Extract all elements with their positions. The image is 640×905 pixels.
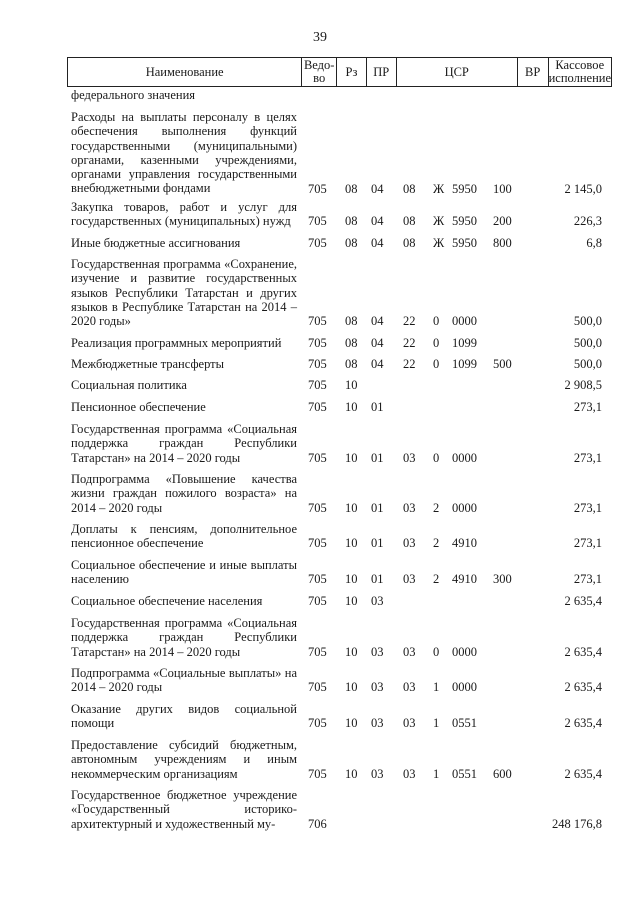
- code-ved: 705: [308, 336, 327, 350]
- code-rz: 10: [345, 536, 358, 551]
- header-ved-line2: во: [313, 71, 326, 85]
- code-rz: 10: [345, 766, 358, 781]
- code-rz: 10: [345, 400, 358, 414]
- code-ved: 705: [308, 594, 327, 608]
- code-rz: 10: [345, 594, 358, 608]
- code-vr: 800: [493, 236, 512, 250]
- code-vr: 500: [493, 357, 512, 371]
- code-rz: 08: [345, 236, 358, 250]
- row-name: Доплаты к пенсиям, дополнительное пенсионное обеспечение: [71, 522, 297, 551]
- code-csr-subprogram: 0: [433, 314, 440, 329]
- code-pr: 01: [371, 400, 384, 414]
- code-ved: 705: [308, 181, 327, 196]
- amount-value: 2 635,4: [564, 716, 602, 731]
- row-name: Государственная программа «Сохранение, изучение и развитие государственных языков Республики Татарстан и других языков в Республике Татарстан на 2014 – 2020 годы»: [71, 257, 297, 329]
- amount-value: 273,1: [573, 500, 602, 515]
- code-csr-program: 03: [403, 680, 416, 695]
- code-vr: 200: [493, 214, 512, 229]
- code-csr-program: 22: [403, 336, 416, 350]
- code-pr: 04: [371, 236, 384, 250]
- code-csr-subprogram: Ж: [433, 214, 445, 229]
- code-csr-subprogram: 1: [433, 680, 440, 695]
- amount-value: 2 145,0: [564, 181, 602, 196]
- code-ved: 705: [308, 400, 327, 414]
- code-ved: 705: [308, 357, 327, 371]
- code-rz: 10: [345, 572, 358, 587]
- code-ved: 705: [308, 450, 327, 465]
- code-rz: 08: [345, 214, 358, 229]
- code-csr-subprogram: 0: [433, 450, 440, 465]
- code-ved: 705: [308, 644, 327, 659]
- code-csr-subprogram: 0: [433, 357, 440, 371]
- row-name: Предоставление субсидий бюджетным, автономным учреждениям и иным некоммерческим организациям: [71, 738, 297, 781]
- row-name: Межбюджетные трансферты: [71, 357, 225, 371]
- code-csr-program: 03: [403, 450, 416, 465]
- code-ved: 705: [308, 236, 327, 250]
- header-ved-line1: Ведо-: [303, 58, 335, 72]
- code-ved: 705: [308, 500, 327, 515]
- code-csr-program: 03: [403, 716, 416, 731]
- table-header: [67, 57, 612, 87]
- row-name: федерального значения: [71, 88, 196, 102]
- code-ved: 705: [308, 766, 327, 781]
- code-csr-direction: 1099: [452, 336, 477, 350]
- code-csr-direction: 0000: [452, 314, 477, 329]
- code-csr-subprogram: Ж: [433, 236, 445, 250]
- header-execution-line2: исполнение: [548, 71, 611, 85]
- code-csr-program: 08: [403, 214, 416, 229]
- amount-value: 273,1: [573, 536, 602, 551]
- row-name: Государственное бюджетное учреждение «Государственный историко-архитектурный и художественный му-: [71, 788, 297, 831]
- code-rz: 08: [345, 314, 358, 329]
- code-pr: 01: [371, 536, 384, 551]
- code-rz: 10: [345, 378, 358, 392]
- row-name: Реализация программных мероприятий: [71, 336, 282, 350]
- code-pr: 01: [371, 572, 384, 587]
- code-csr-program: 22: [403, 314, 416, 329]
- code-rz: 10: [345, 500, 358, 515]
- code-csr-subprogram: 1: [433, 716, 440, 731]
- code-csr-direction: 0000: [452, 680, 477, 695]
- code-csr-subprogram: 2: [433, 500, 440, 515]
- code-pr: 04: [371, 181, 384, 196]
- row-name: Государственная программа «Социальная поддержка граждан Республики Татарстан» на 2014 – 2020 годы: [71, 616, 297, 659]
- code-csr-program: 03: [403, 766, 416, 781]
- code-pr: 03: [371, 594, 384, 608]
- code-csr-subprogram: Ж: [433, 181, 445, 196]
- page-number: 39: [313, 30, 327, 45]
- code-pr: 04: [371, 214, 384, 229]
- code-csr-subprogram: 2: [433, 536, 440, 551]
- code-pr: 03: [371, 716, 384, 731]
- code-ved: 706: [308, 816, 327, 831]
- code-csr-subprogram: 0: [433, 336, 440, 350]
- code-csr-subprogram: 0: [433, 644, 440, 659]
- header-vr: ВР: [518, 58, 549, 86]
- code-csr-direction: 5950: [452, 214, 477, 229]
- row-name: Иные бюджетные ассигнования: [71, 236, 241, 250]
- amount-value: 226,3: [573, 214, 602, 229]
- header-rz: Рз: [337, 58, 367, 86]
- row-name: Оказание других видов социальной помощи: [71, 702, 297, 731]
- code-rz: 10: [345, 680, 358, 695]
- code-ved: 705: [308, 572, 327, 587]
- code-ved: 705: [308, 680, 327, 695]
- header-name: Наименование: [68, 58, 302, 86]
- code-csr-program: 03: [403, 644, 416, 659]
- code-rz: 08: [345, 336, 358, 350]
- code-csr-direction: 0551: [452, 716, 477, 731]
- amount-value: 500,0: [573, 357, 602, 371]
- code-pr: 04: [371, 314, 384, 329]
- code-rz: 10: [345, 716, 358, 731]
- code-csr-program: 03: [403, 572, 416, 587]
- row-name: Пенсионное обеспечение: [71, 400, 206, 414]
- amount-value: 500,0: [573, 314, 602, 329]
- header-csr: ЦСР: [397, 58, 518, 86]
- row-name: Социальное обеспечение и иные выплаты населению: [71, 558, 297, 587]
- row-name: Закупка товаров, работ и услуг для государственных (муниципальных) нужд: [71, 200, 297, 229]
- row-name: Социальная политика: [71, 378, 187, 392]
- code-pr: 01: [371, 500, 384, 515]
- code-vr: 300: [493, 572, 512, 587]
- code-pr: 04: [371, 357, 384, 371]
- amount-value: 2 908,5: [564, 378, 602, 392]
- amount-value: 6,8: [586, 236, 602, 250]
- amount-value: 2 635,4: [564, 594, 602, 608]
- code-csr-program: 08: [403, 236, 416, 250]
- code-csr-direction: 0551: [452, 766, 477, 781]
- code-rz: 08: [345, 357, 358, 371]
- header-execution-line1: Кассовое: [555, 58, 605, 72]
- code-pr: 01: [371, 450, 384, 465]
- amount-value: 2 635,4: [564, 644, 602, 659]
- code-ved: 705: [308, 314, 327, 329]
- code-ved: 705: [308, 536, 327, 551]
- row-name: Подпрограмма «Повышение качества жизни граждан пожилого возраста» на 2014 – 2020 годы: [71, 472, 297, 515]
- amount-value: 273,1: [573, 572, 602, 587]
- code-csr-direction: 5950: [452, 236, 477, 250]
- amount-value: 500,0: [573, 336, 602, 350]
- code-csr-direction: 1099: [452, 357, 477, 371]
- header-ved: [302, 58, 337, 86]
- code-ved: 705: [308, 716, 327, 731]
- code-pr: 03: [371, 766, 384, 781]
- amount-value: 2 635,4: [564, 766, 602, 781]
- code-ved: 705: [308, 214, 327, 229]
- code-csr-program: 08: [403, 181, 416, 196]
- row-name: Социальное обеспечение населения: [71, 594, 263, 608]
- code-csr-direction: 4910: [452, 536, 477, 551]
- header-pr: ПР: [367, 58, 397, 86]
- code-pr: 03: [371, 680, 384, 695]
- code-csr-program: 03: [403, 536, 416, 551]
- code-vr: 600: [493, 766, 512, 781]
- code-pr: 04: [371, 336, 384, 350]
- code-csr-direction: 5950: [452, 181, 477, 196]
- code-csr-program: 03: [403, 500, 416, 515]
- header-execution: [549, 58, 611, 86]
- code-csr-direction: 0000: [452, 644, 477, 659]
- row-name: Государственная программа «Социальная поддержка граждан Республики Татарстан» на 2014 – 2020 годы: [71, 422, 297, 465]
- code-rz: 08: [345, 181, 358, 196]
- code-vr: 100: [493, 181, 512, 196]
- code-ved: 705: [308, 378, 327, 392]
- code-rz: 10: [345, 450, 358, 465]
- code-csr-subprogram: 1: [433, 766, 440, 781]
- amount-value: 273,1: [573, 400, 602, 414]
- row-name: Подпрограмма «Социальные выплаты» на 2014 – 2020 годы: [71, 666, 297, 695]
- amount-value: 2 635,4: [564, 680, 602, 695]
- code-csr-subprogram: 2: [433, 572, 440, 587]
- code-csr-program: 22: [403, 357, 416, 371]
- code-csr-direction: 0000: [452, 450, 477, 465]
- code-pr: 03: [371, 644, 384, 659]
- code-csr-direction: 0000: [452, 500, 477, 515]
- amount-value: 273,1: [573, 450, 602, 465]
- amount-value: 248 176,8: [552, 816, 602, 831]
- code-rz: 10: [345, 644, 358, 659]
- row-name: Расходы на выплаты персоналу в целях обеспечения выполнения функций государственными (муниципальными) органами, казенными учреждениями, органами управления государственными внебюджетными фондами: [71, 110, 297, 196]
- code-csr-direction: 4910: [452, 572, 477, 587]
